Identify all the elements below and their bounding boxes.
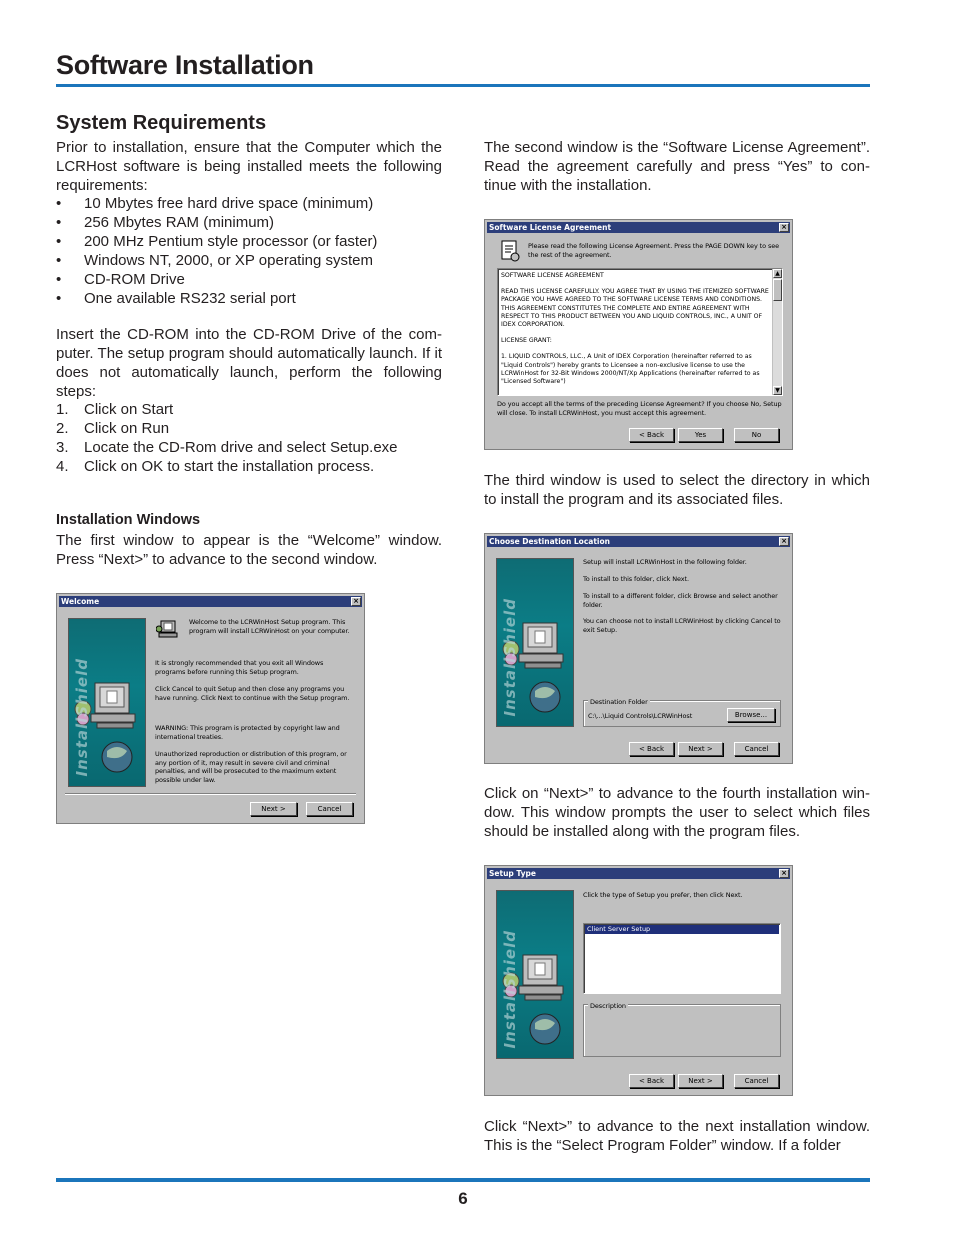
destination-dialog-screenshot — [484, 533, 793, 764]
installshield-brand: InstallShield — [73, 657, 91, 776]
scroll-up-icon[interactable]: ▲ — [773, 269, 782, 278]
license-question: Do you accept all the terms of the preceding License Agreement? If you choose No, Setup will close. To install LCRWinHost, you must accept this agreement. — [497, 400, 782, 417]
close-icon: × — [779, 869, 789, 878]
destination-folder-path: C:\...\Liquid Controls\LCRWinHost — [588, 712, 693, 720]
destination-text-1: Setup will install LCRWinHost in the following folder. — [583, 558, 747, 566]
welcome-text-1: Welcome to the LCRWinHost Setup program. This program will install LCRWinHost on your computer. — [189, 618, 350, 635]
destination-text-2: To install to this folder, click Next. — [583, 575, 689, 583]
destination-folder-label: Destination Folder — [590, 698, 648, 706]
description-group — [583, 1004, 781, 1057]
close-icon: × — [779, 223, 789, 232]
back-button[interactable]: < Back — [629, 1074, 674, 1088]
installation-windows-paragraph: The first window to appear is the “Welcome” window. Press “Next>” to advance to the second window. — [56, 532, 442, 568]
page-title: Software Installation — [56, 50, 314, 80]
installation-windows-heading: Installation Windows — [56, 512, 201, 528]
setup-type-dialog-screenshot — [484, 865, 793, 1096]
step-item: 1. Click on Start — [56, 401, 174, 418]
requirement-item: • 10 Mbytes free hard drive space (minimum) — [56, 194, 442, 213]
next-button[interactable]: Next > — [678, 742, 723, 756]
next-button[interactable]: Next > — [250, 802, 297, 816]
scroll-down-icon[interactable]: ▼ — [773, 386, 782, 395]
insert-cd-paragraph — [56, 325, 442, 401]
dialog-titlebar: Choose Destination Location × — [487, 536, 790, 547]
welcome-text-2: It is strongly recommended that you exit all Windows programs before running this Setup program. — [155, 659, 324, 676]
dialog-separator — [65, 793, 356, 795]
insert-cd-line1: Insert the CD-ROM into the CD-ROM Drive of the com- — [56, 326, 442, 343]
installshield-brand: InstallShield — [501, 929, 519, 1048]
yes-button[interactable]: Yes — [678, 428, 723, 442]
installshield-art — [496, 890, 574, 1059]
installshield-art — [68, 618, 146, 787]
welcome-text-5: Unauthorized reproduction or distribution of this program, or any portion of it, may result in severe civil and criminal penalties, and will be prosecuted to the maximum extent possible under law. — [155, 750, 347, 784]
no-button[interactable]: No — [734, 428, 779, 442]
license-scrollbar[interactable] — [772, 269, 782, 395]
destination-text-3: To install to a different folder, click Browse and select another folder. — [583, 592, 778, 609]
license-instructions: Please read the following License Agreement. Press the PAGE DOWN key to see the rest of the agreement. — [528, 242, 780, 259]
step-item: 2. Click on Run — [56, 420, 170, 437]
close-icon: × — [779, 537, 789, 546]
back-button[interactable]: < Back — [629, 428, 674, 442]
browse-button[interactable]: Browse... — [727, 708, 775, 722]
requirements-list — [56, 194, 442, 308]
cancel-button[interactable]: Cancel — [734, 742, 779, 756]
requirement-item: • CD-ROM Drive — [56, 270, 442, 289]
install-steps — [56, 400, 442, 476]
requirement-item: • Windows NT, 2000, or XP operating system — [56, 251, 442, 270]
requirements-intro: Prior to installation, ensure that the Computer which the LCRHost software is being installed meets the following requirements: — [56, 139, 442, 194]
license-text: SOFTWARE LICENSE AGREEMENT READ THIS LICENSE CAREFULLY. YOU AGREE THAT BY USING THE ITEMIZED SOFTWARE PACKAGE YOU HAVE AGREED TO THE SOFTWARE LICENSE TERMS AND CONDITIONS. THIS AGREEMENT CONSTITUTES THE COMPLETE AND ENTIRE AGREEMENT WITH RESPECT TO THIS PRODUCT BETWEEN YOU AND LIQUID CONTROLS, INC., A UNIT OF IDEX CORPORATION. LICENSE GRANT: 1. LIQUID CONTROLS, LLC., A Unit of IDEX Corporation (hereinafter referred to as "Liquid Controls") hereby grants to Licensee a non-exclusive license to use the LCRWinHost for 32-Bit Windows 2000/NT/Xp Applications (hereinafter referred to as "Licensed Software") — [501, 272, 769, 386]
welcome-dialog-screenshot — [56, 593, 365, 824]
license-text-box[interactable] — [497, 268, 783, 396]
next-button[interactable]: Next > — [678, 1074, 723, 1088]
setup-option-client-server[interactable]: Client Server Setup — [585, 925, 779, 934]
cancel-button[interactable]: Cancel — [306, 802, 353, 816]
destination-text-4: You can choose not to install LCRWinHost by clicking Cancel to exit Setup. — [583, 617, 781, 634]
setup-type-prompt: Click the type of Setup you prefer, then click Next. — [583, 891, 743, 899]
welcome-text-3: Click Cancel to quit Setup and then close any programs you have running. Click Next to continue with the Setup program. — [155, 685, 350, 702]
dialog-titlebar: Welcome × — [59, 596, 362, 607]
insert-cd-rest: puter. The setup program should automatically launch. If it does not automatically launch, perform the following steps: — [56, 345, 442, 400]
section-title: System Requirements — [56, 112, 267, 134]
installshield-art — [496, 558, 574, 727]
back-button[interactable]: < Back — [629, 742, 674, 756]
requirement-item: • One available RS232 serial port — [56, 289, 442, 308]
description-label: Description — [590, 1002, 626, 1010]
dialog-titlebar: Setup Type × — [487, 868, 790, 879]
header-rule — [56, 84, 870, 87]
scroll-thumb[interactable] — [773, 279, 782, 301]
installshield-brand: InstallShield — [501, 597, 519, 716]
destination-window-paragraph: The third window is used to select the directory in which to install the program and its associated files. — [484, 472, 870, 508]
setup-icon — [156, 619, 178, 639]
license-dialog-screenshot — [484, 219, 793, 450]
setup-type-listbox[interactable] — [583, 923, 781, 994]
cancel-button[interactable]: Cancel — [734, 1074, 779, 1088]
requirement-item: • 256 Mbytes RAM (minimum) — [56, 213, 442, 232]
program-folder-paragraph: Click “Next>” to advance to the next installation window. This is the “Select Program Folder” window. If a folder — [484, 1118, 870, 1154]
step-item: 3. Locate the CD-Rom drive and select Setup.exe — [56, 439, 398, 456]
footer-rule — [56, 1178, 870, 1182]
welcome-text-4: WARNING: This program is protected by copyright law and international treaties. — [155, 724, 340, 741]
requirement-item: • 200 MHz Pentium style processor (or faster) — [56, 232, 442, 251]
page-number: 6 — [458, 1189, 468, 1208]
license-window-paragraph: The second window is the “Software License Agreement”. Read the agreement carefully and press “Yes” to con- tinue with the installation. — [484, 139, 870, 194]
dialog-titlebar: Software License Agreement × — [487, 222, 790, 233]
close-icon: × — [351, 597, 361, 606]
license-document-icon — [499, 239, 521, 263]
setup-type-paragraph: Click on “Next>” to advance to the fourth installation win- dow. This window prompts the user to select which files should be installed along with the program files. — [484, 785, 870, 840]
destination-folder-group — [583, 700, 781, 727]
step-item: 4. Click on OK to start the installation process. — [56, 458, 375, 475]
